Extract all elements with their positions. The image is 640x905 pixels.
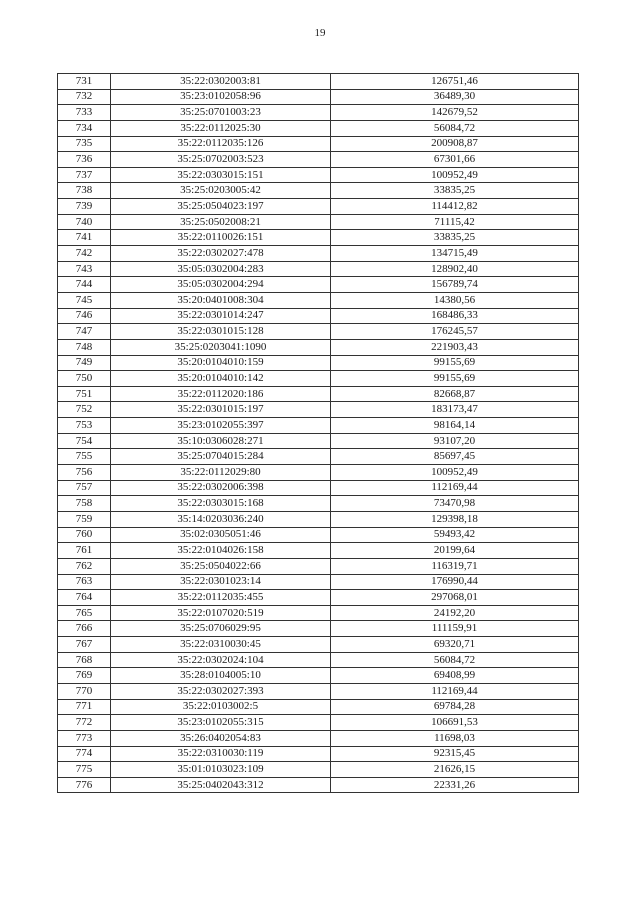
row-number-cell: 748 bbox=[58, 339, 111, 355]
cadastral-number-cell: 35:22:0112035:126 bbox=[111, 136, 331, 152]
cadastral-number-cell: 35:25:0203041:1090 bbox=[111, 339, 331, 355]
table-row bbox=[58, 511, 579, 527]
table-row bbox=[58, 652, 579, 668]
table-row bbox=[58, 433, 579, 449]
cadastral-number-cell: 35:22:0112020:186 bbox=[111, 386, 331, 402]
table-row bbox=[58, 246, 579, 262]
amount-cell: 142679,52 bbox=[331, 105, 579, 121]
row-number-cell: 746 bbox=[58, 308, 111, 324]
table-row bbox=[58, 402, 579, 418]
cadastral-number-cell: 35:22:0310030:119 bbox=[111, 746, 331, 762]
parcel-table bbox=[57, 73, 579, 793]
table-row bbox=[58, 261, 579, 277]
row-number-cell: 731 bbox=[58, 74, 111, 90]
row-number-cell: 741 bbox=[58, 230, 111, 246]
table-row bbox=[58, 637, 579, 653]
row-number-cell: 751 bbox=[58, 386, 111, 402]
amount-cell: 36489,30 bbox=[331, 89, 579, 105]
amount-cell: 69784,28 bbox=[331, 699, 579, 715]
amount-cell: 134715,49 bbox=[331, 246, 579, 262]
row-number-cell: 732 bbox=[58, 89, 111, 105]
table-row bbox=[58, 230, 579, 246]
amount-cell: 93107,20 bbox=[331, 433, 579, 449]
amount-cell: 200908,87 bbox=[331, 136, 579, 152]
amount-cell: 176245,57 bbox=[331, 324, 579, 340]
cadastral-number-cell: 35:20:0104010:142 bbox=[111, 371, 331, 387]
table-row bbox=[58, 105, 579, 121]
table-row bbox=[58, 355, 579, 371]
cadastral-number-cell: 35:25:0504022:66 bbox=[111, 558, 331, 574]
cadastral-number-cell: 35:22:0110026:151 bbox=[111, 230, 331, 246]
table-row bbox=[58, 496, 579, 512]
amount-cell: 168486,33 bbox=[331, 308, 579, 324]
table-row bbox=[58, 480, 579, 496]
row-number-cell: 767 bbox=[58, 637, 111, 653]
table-row bbox=[58, 214, 579, 230]
amount-cell: 99155,69 bbox=[331, 355, 579, 371]
table-row bbox=[58, 777, 579, 793]
cadastral-number-cell: 35:01:0103023:109 bbox=[111, 762, 331, 778]
table-row bbox=[58, 371, 579, 387]
table-row bbox=[58, 527, 579, 543]
row-number-cell: 759 bbox=[58, 511, 111, 527]
table-row bbox=[58, 715, 579, 731]
row-number-cell: 733 bbox=[58, 105, 111, 121]
amount-cell: 67301,66 bbox=[331, 152, 579, 168]
cadastral-number-cell: 35:22:0302006:398 bbox=[111, 480, 331, 496]
row-number-cell: 749 bbox=[58, 355, 111, 371]
amount-cell: 69408,99 bbox=[331, 668, 579, 684]
amount-cell: 11698,03 bbox=[331, 730, 579, 746]
cadastral-number-cell: 35:22:0112025:30 bbox=[111, 120, 331, 136]
cadastral-number-cell: 35:23:0102058:96 bbox=[111, 89, 331, 105]
row-number-cell: 765 bbox=[58, 605, 111, 621]
cadastral-number-cell: 35:22:0302024:104 bbox=[111, 652, 331, 668]
row-number-cell: 762 bbox=[58, 558, 111, 574]
row-number-cell: 750 bbox=[58, 371, 111, 387]
amount-cell: 14380,56 bbox=[331, 292, 579, 308]
row-number-cell: 776 bbox=[58, 777, 111, 793]
amount-cell: 126751,46 bbox=[331, 74, 579, 90]
row-number-cell: 740 bbox=[58, 214, 111, 230]
amount-cell: 176990,44 bbox=[331, 574, 579, 590]
cadastral-number-cell: 35:26:0402054:83 bbox=[111, 730, 331, 746]
table-row bbox=[58, 339, 579, 355]
table-row bbox=[58, 152, 579, 168]
table-row bbox=[58, 120, 579, 136]
amount-cell: 92315,45 bbox=[331, 746, 579, 762]
table-row bbox=[58, 574, 579, 590]
cadastral-number-cell: 35:05:0302004:294 bbox=[111, 277, 331, 293]
row-number-cell: 775 bbox=[58, 762, 111, 778]
cadastral-number-cell: 35:23:0102055:315 bbox=[111, 715, 331, 731]
amount-cell: 183173,47 bbox=[331, 402, 579, 418]
amount-cell: 111159,91 bbox=[331, 621, 579, 637]
table-row bbox=[58, 699, 579, 715]
cadastral-number-cell: 35:22:0310030:45 bbox=[111, 637, 331, 653]
amount-cell: 59493,42 bbox=[331, 527, 579, 543]
table-row bbox=[58, 292, 579, 308]
table-row bbox=[58, 746, 579, 762]
table-row bbox=[58, 418, 579, 434]
amount-cell: 69320,71 bbox=[331, 637, 579, 653]
row-number-cell: 770 bbox=[58, 683, 111, 699]
cadastral-number-cell: 35:22:0112029:80 bbox=[111, 465, 331, 481]
row-number-cell: 752 bbox=[58, 402, 111, 418]
row-number-cell: 747 bbox=[58, 324, 111, 340]
amount-cell: 82668,87 bbox=[331, 386, 579, 402]
cadastral-number-cell: 35:20:0104010:159 bbox=[111, 355, 331, 371]
row-number-cell: 753 bbox=[58, 418, 111, 434]
cadastral-number-cell: 35:25:0704015:284 bbox=[111, 449, 331, 465]
amount-cell: 73470,98 bbox=[331, 496, 579, 512]
amount-cell: 24192,20 bbox=[331, 605, 579, 621]
cadastral-number-cell: 35:25:0701003:23 bbox=[111, 105, 331, 121]
table-row bbox=[58, 167, 579, 183]
cadastral-number-cell: 35:25:0504023:197 bbox=[111, 199, 331, 215]
page-number: 19 bbox=[314, 27, 326, 39]
row-number-cell: 745 bbox=[58, 292, 111, 308]
amount-cell: 100952,49 bbox=[331, 167, 579, 183]
table-row bbox=[58, 136, 579, 152]
table-row bbox=[58, 449, 579, 465]
table-row bbox=[58, 668, 579, 684]
amount-cell: 106691,53 bbox=[331, 715, 579, 731]
table-row bbox=[58, 730, 579, 746]
table-row bbox=[58, 605, 579, 621]
amount-cell: 156789,74 bbox=[331, 277, 579, 293]
cadastral-number-cell: 35:14:0203036:240 bbox=[111, 511, 331, 527]
cadastral-number-cell: 35:28:0104005:10 bbox=[111, 668, 331, 684]
cadastral-number-cell: 35:22:0302027:478 bbox=[111, 246, 331, 262]
table-row bbox=[58, 277, 579, 293]
row-number-cell: 772 bbox=[58, 715, 111, 731]
cadastral-number-cell: 35:25:0402043:312 bbox=[111, 777, 331, 793]
cadastral-number-cell: 35:10:0306028:271 bbox=[111, 433, 331, 449]
row-number-cell: 774 bbox=[58, 746, 111, 762]
table-row bbox=[58, 386, 579, 402]
row-number-cell: 773 bbox=[58, 730, 111, 746]
cadastral-number-cell: 35:23:0102055:397 bbox=[111, 418, 331, 434]
cadastral-number-cell: 35:25:0706029:95 bbox=[111, 621, 331, 637]
row-number-cell: 757 bbox=[58, 480, 111, 496]
amount-cell: 85697,45 bbox=[331, 449, 579, 465]
row-number-cell: 769 bbox=[58, 668, 111, 684]
row-number-cell: 734 bbox=[58, 120, 111, 136]
amount-cell: 21626,15 bbox=[331, 762, 579, 778]
cadastral-number-cell: 35:02:0305051:46 bbox=[111, 527, 331, 543]
cadastral-number-cell: 35:05:0302004:283 bbox=[111, 261, 331, 277]
table-row bbox=[58, 74, 579, 90]
amount-cell: 100952,49 bbox=[331, 465, 579, 481]
amount-cell: 129398,18 bbox=[331, 511, 579, 527]
table-row bbox=[58, 590, 579, 606]
cadastral-number-cell: 35:25:0203005:42 bbox=[111, 183, 331, 199]
cadastral-number-cell: 35:20:0401008:304 bbox=[111, 292, 331, 308]
amount-cell: 56084,72 bbox=[331, 652, 579, 668]
amount-cell: 71115,42 bbox=[331, 214, 579, 230]
row-number-cell: 761 bbox=[58, 543, 111, 559]
table-row bbox=[58, 324, 579, 340]
cadastral-number-cell: 35:22:0303015:168 bbox=[111, 496, 331, 512]
cadastral-number-cell: 35:22:0301015:197 bbox=[111, 402, 331, 418]
cadastral-number-cell: 35:22:0303015:151 bbox=[111, 167, 331, 183]
amount-cell: 99155,69 bbox=[331, 371, 579, 387]
row-number-cell: 766 bbox=[58, 621, 111, 637]
row-number-cell: 768 bbox=[58, 652, 111, 668]
amount-cell: 297068,01 bbox=[331, 590, 579, 606]
row-number-cell: 754 bbox=[58, 433, 111, 449]
row-number-cell: 763 bbox=[58, 574, 111, 590]
row-number-cell: 744 bbox=[58, 277, 111, 293]
row-number-cell: 742 bbox=[58, 246, 111, 262]
cadastral-number-cell: 35:22:0301014:247 bbox=[111, 308, 331, 324]
cadastral-number-cell: 35:22:0112035:455 bbox=[111, 590, 331, 606]
row-number-cell: 755 bbox=[58, 449, 111, 465]
cadastral-number-cell: 35:22:0107020:519 bbox=[111, 605, 331, 621]
amount-cell: 112169,44 bbox=[331, 683, 579, 699]
row-number-cell: 771 bbox=[58, 699, 111, 715]
table-row bbox=[58, 465, 579, 481]
cadastral-number-cell: 35:25:0702003:523 bbox=[111, 152, 331, 168]
amount-cell: 98164,14 bbox=[331, 418, 579, 434]
row-number-cell: 756 bbox=[58, 465, 111, 481]
amount-cell: 33835,25 bbox=[331, 183, 579, 199]
amount-cell: 20199,64 bbox=[331, 543, 579, 559]
amount-cell: 33835,25 bbox=[331, 230, 579, 246]
row-number-cell: 739 bbox=[58, 199, 111, 215]
row-number-cell: 758 bbox=[58, 496, 111, 512]
table-row bbox=[58, 199, 579, 215]
table-row bbox=[58, 543, 579, 559]
cadastral-number-cell: 35:22:0302027:393 bbox=[111, 683, 331, 699]
amount-cell: 114412,82 bbox=[331, 199, 579, 215]
row-number-cell: 764 bbox=[58, 590, 111, 606]
table-row bbox=[58, 683, 579, 699]
cadastral-number-cell: 35:22:0103002:5 bbox=[111, 699, 331, 715]
cadastral-number-cell: 35:25:0502008:21 bbox=[111, 214, 331, 230]
table-row bbox=[58, 762, 579, 778]
row-number-cell: 760 bbox=[58, 527, 111, 543]
cadastral-number-cell: 35:22:0301015:128 bbox=[111, 324, 331, 340]
table-row bbox=[58, 89, 579, 105]
row-number-cell: 737 bbox=[58, 167, 111, 183]
amount-cell: 221903,43 bbox=[331, 339, 579, 355]
cadastral-number-cell: 35:22:0104026:158 bbox=[111, 543, 331, 559]
amount-cell: 112169,44 bbox=[331, 480, 579, 496]
amount-cell: 128902,40 bbox=[331, 261, 579, 277]
cadastral-number-cell: 35:22:0302003:81 bbox=[111, 74, 331, 90]
cadastral-number-cell: 35:22:0301023:14 bbox=[111, 574, 331, 590]
table-row bbox=[58, 558, 579, 574]
table-row bbox=[58, 621, 579, 637]
row-number-cell: 738 bbox=[58, 183, 111, 199]
table-row bbox=[58, 183, 579, 199]
table-body bbox=[58, 74, 579, 793]
amount-cell: 116319,71 bbox=[331, 558, 579, 574]
amount-cell: 56084,72 bbox=[331, 120, 579, 136]
row-number-cell: 736 bbox=[58, 152, 111, 168]
amount-cell: 22331,26 bbox=[331, 777, 579, 793]
table-row bbox=[58, 308, 579, 324]
row-number-cell: 735 bbox=[58, 136, 111, 152]
row-number-cell: 743 bbox=[58, 261, 111, 277]
